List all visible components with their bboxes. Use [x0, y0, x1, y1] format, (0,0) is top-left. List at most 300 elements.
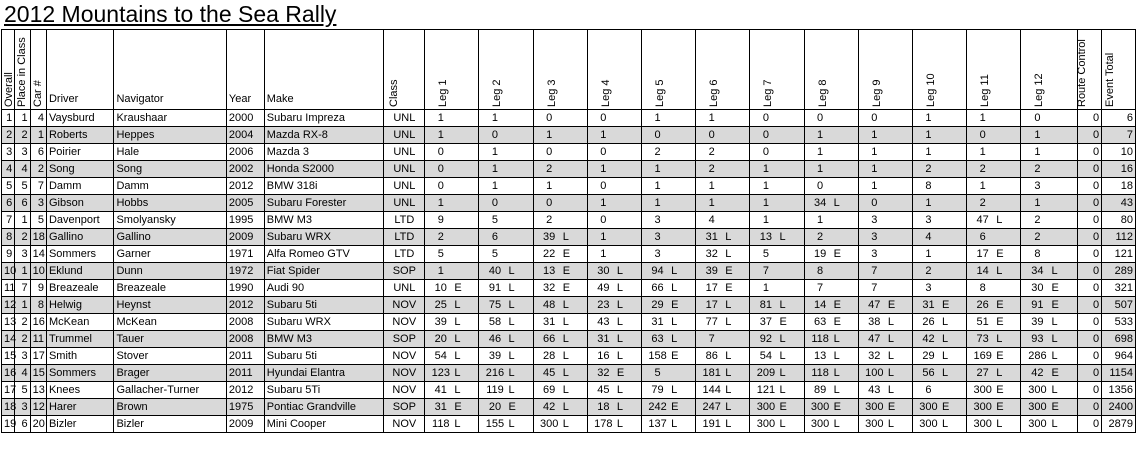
cell-make[interactable]: Mazda 3 [264, 144, 384, 161]
cell-leg-9[interactable] [858, 246, 912, 263]
cell-leg-11[interactable] [967, 348, 1021, 365]
cell-leg-6[interactable] [696, 161, 750, 178]
cell-place-in-class[interactable]: 6 [15, 195, 30, 212]
cell-event-total[interactable]: 507 [1102, 297, 1136, 314]
cell-leg-6[interactable] [696, 331, 750, 348]
cell-leg-2[interactable] [479, 195, 533, 212]
cell-route-control[interactable]: 0 [1077, 331, 1102, 348]
cell-make[interactable]: Subaru 5Ti [264, 382, 384, 399]
cell-leg-11[interactable] [967, 399, 1021, 416]
cell-driver[interactable]: Smith [46, 348, 113, 365]
cell-navigator[interactable]: Heynst [114, 297, 226, 314]
cell-overall[interactable]: 19 [2, 416, 15, 433]
cell-overall[interactable]: 13 [2, 314, 15, 331]
cell-navigator[interactable]: Dunn [114, 263, 226, 280]
cell-leg-4[interactable] [587, 416, 641, 433]
cell-leg-6[interactable] [696, 297, 750, 314]
cell-leg-7[interactable] [750, 280, 804, 297]
cell-leg-5[interactable] [642, 382, 696, 399]
cell-class[interactable]: UNL [384, 144, 425, 161]
cell-car-number[interactable]: 6 [30, 144, 46, 161]
cell-leg-9[interactable] [858, 195, 912, 212]
cell-class[interactable]: NOV [384, 416, 425, 433]
cell-route-control[interactable]: 0 [1077, 297, 1102, 314]
cell-place-in-class[interactable]: 4 [15, 365, 30, 382]
cell-car-number[interactable]: 18 [30, 229, 46, 246]
cell-driver[interactable]: Harer [46, 399, 113, 416]
cell-year[interactable]: 2012 [226, 178, 264, 195]
cell-leg-5[interactable] [642, 331, 696, 348]
cell-leg-2[interactable] [479, 348, 533, 365]
cell-leg-7[interactable] [750, 314, 804, 331]
header-car-number[interactable]: Car # [30, 30, 46, 110]
cell-leg-4[interactable] [587, 314, 641, 331]
cell-class[interactable]: SOP [384, 263, 425, 280]
cell-year[interactable]: 2008 [226, 331, 264, 348]
cell-year[interactable]: 2006 [226, 144, 264, 161]
cell-place-in-class[interactable]: 6 [15, 416, 30, 433]
cell-leg-1[interactable] [425, 263, 479, 280]
cell-leg-3[interactable] [533, 297, 587, 314]
cell-leg-10[interactable] [912, 365, 966, 382]
cell-leg-5[interactable] [642, 365, 696, 382]
cell-overall[interactable]: 16 [2, 365, 15, 382]
cell-leg-10[interactable] [912, 416, 966, 433]
cell-leg-11[interactable] [967, 178, 1021, 195]
cell-route-control[interactable]: 0 [1077, 110, 1102, 127]
cell-place-in-class[interactable]: 3 [15, 144, 30, 161]
cell-leg-9[interactable] [858, 263, 912, 280]
cell-driver[interactable]: Sommers [46, 365, 113, 382]
header-leg-5[interactable]: Leg 5 [642, 30, 696, 110]
cell-leg-7[interactable] [750, 195, 804, 212]
cell-leg-8[interactable] [804, 399, 858, 416]
cell-class[interactable]: UNL [384, 127, 425, 144]
cell-driver[interactable]: Bizler [46, 416, 113, 433]
cell-leg-12[interactable] [1021, 365, 1077, 382]
cell-driver[interactable]: Breazeale [46, 280, 113, 297]
header-leg-9[interactable]: Leg 9 [858, 30, 912, 110]
cell-car-number[interactable]: 5 [30, 212, 46, 229]
cell-driver[interactable]: Trummel [46, 331, 113, 348]
cell-leg-2[interactable] [479, 110, 533, 127]
cell-make[interactable]: Subaru 5ti [264, 348, 384, 365]
cell-leg-2[interactable] [479, 212, 533, 229]
cell-car-number[interactable]: 8 [30, 297, 46, 314]
cell-leg-3[interactable] [533, 127, 587, 144]
cell-leg-12[interactable] [1021, 280, 1077, 297]
cell-make[interactable]: Fiat Spider [264, 263, 384, 280]
cell-leg-8[interactable] [804, 416, 858, 433]
cell-driver[interactable]: Damm [46, 178, 113, 195]
cell-leg-5[interactable] [642, 297, 696, 314]
cell-leg-5[interactable] [642, 399, 696, 416]
cell-leg-2[interactable] [479, 314, 533, 331]
cell-leg-1[interactable] [425, 399, 479, 416]
cell-route-control[interactable]: 0 [1077, 399, 1102, 416]
cell-place-in-class[interactable]: 3 [15, 348, 30, 365]
cell-leg-4[interactable] [587, 195, 641, 212]
cell-overall[interactable]: 11 [2, 280, 15, 297]
cell-overall[interactable]: 18 [2, 399, 15, 416]
cell-leg-11[interactable] [967, 161, 1021, 178]
cell-year[interactable]: 2009 [226, 416, 264, 433]
cell-event-total[interactable]: 121 [1102, 246, 1136, 263]
cell-year[interactable]: 1972 [226, 263, 264, 280]
cell-leg-11[interactable] [967, 229, 1021, 246]
cell-leg-5[interactable] [642, 127, 696, 144]
cell-leg-4[interactable] [587, 331, 641, 348]
cell-leg-10[interactable] [912, 263, 966, 280]
cell-leg-6[interactable] [696, 314, 750, 331]
cell-make[interactable]: Hyundai Elantra [264, 365, 384, 382]
header-leg-2[interactable]: Leg 2 [479, 30, 533, 110]
cell-navigator[interactable]: Smolyansky [114, 212, 226, 229]
cell-driver[interactable]: Davenport [46, 212, 113, 229]
cell-leg-7[interactable] [750, 382, 804, 399]
cell-place-in-class[interactable]: 1 [15, 297, 30, 314]
cell-leg-9[interactable] [858, 212, 912, 229]
cell-leg-5[interactable] [642, 246, 696, 263]
cell-overall[interactable]: 3 [2, 144, 15, 161]
cell-route-control[interactable]: 0 [1077, 382, 1102, 399]
cell-leg-5[interactable] [642, 348, 696, 365]
cell-overall[interactable]: 7 [2, 212, 15, 229]
cell-leg-3[interactable] [533, 144, 587, 161]
cell-leg-11[interactable] [967, 297, 1021, 314]
cell-leg-7[interactable] [750, 399, 804, 416]
cell-make[interactable]: Audi 90 [264, 280, 384, 297]
cell-car-number[interactable]: 15 [30, 365, 46, 382]
cell-leg-10[interactable] [912, 280, 966, 297]
cell-leg-9[interactable] [858, 110, 912, 127]
cell-navigator[interactable]: Garner [114, 246, 226, 263]
cell-leg-8[interactable] [804, 263, 858, 280]
cell-leg-7[interactable] [750, 161, 804, 178]
cell-leg-12[interactable] [1021, 263, 1077, 280]
cell-leg-10[interactable] [912, 399, 966, 416]
cell-leg-12[interactable] [1021, 331, 1077, 348]
cell-leg-6[interactable] [696, 246, 750, 263]
cell-event-total[interactable]: 112 [1102, 229, 1136, 246]
cell-leg-8[interactable] [804, 348, 858, 365]
cell-leg-5[interactable] [642, 212, 696, 229]
cell-leg-5[interactable] [642, 314, 696, 331]
cell-leg-1[interactable] [425, 314, 479, 331]
cell-class[interactable]: LTD [384, 229, 425, 246]
cell-leg-8[interactable] [804, 365, 858, 382]
cell-leg-5[interactable] [642, 280, 696, 297]
cell-place-in-class[interactable]: 5 [15, 382, 30, 399]
cell-year[interactable]: 1975 [226, 399, 264, 416]
cell-leg-6[interactable] [696, 382, 750, 399]
cell-leg-12[interactable] [1021, 246, 1077, 263]
cell-make[interactable]: Mini Cooper [264, 416, 384, 433]
cell-leg-9[interactable] [858, 348, 912, 365]
cell-leg-8[interactable] [804, 110, 858, 127]
cell-navigator[interactable]: Gallino [114, 229, 226, 246]
cell-leg-1[interactable] [425, 127, 479, 144]
cell-leg-8[interactable] [804, 314, 858, 331]
cell-leg-9[interactable] [858, 416, 912, 433]
cell-place-in-class[interactable]: 4 [15, 161, 30, 178]
cell-leg-3[interactable] [533, 416, 587, 433]
cell-leg-1[interactable] [425, 246, 479, 263]
cell-make[interactable]: Pontiac Grandville [264, 399, 384, 416]
cell-leg-8[interactable] [804, 297, 858, 314]
cell-leg-7[interactable] [750, 246, 804, 263]
cell-leg-7[interactable] [750, 297, 804, 314]
cell-leg-12[interactable] [1021, 416, 1077, 433]
cell-year[interactable]: 2000 [226, 110, 264, 127]
cell-year[interactable]: 2002 [226, 161, 264, 178]
cell-class[interactable]: UNL [384, 195, 425, 212]
header-navigator[interactable]: Navigator [114, 30, 226, 110]
cell-leg-2[interactable] [479, 127, 533, 144]
cell-leg-5[interactable] [642, 263, 696, 280]
cell-leg-12[interactable] [1021, 348, 1077, 365]
header-leg-1[interactable]: Leg 1 [425, 30, 479, 110]
cell-leg-4[interactable] [587, 348, 641, 365]
cell-car-number[interactable]: 3 [30, 195, 46, 212]
cell-leg-8[interactable] [804, 382, 858, 399]
cell-navigator[interactable]: Stover [114, 348, 226, 365]
cell-car-number[interactable]: 1 [30, 127, 46, 144]
cell-overall[interactable]: 6 [2, 195, 15, 212]
cell-overall[interactable]: 10 [2, 263, 15, 280]
cell-make[interactable]: Subaru WRX [264, 229, 384, 246]
header-place-in-class[interactable]: Place in Class [15, 30, 30, 110]
cell-leg-12[interactable] [1021, 195, 1077, 212]
cell-overall[interactable]: 5 [2, 178, 15, 195]
cell-leg-11[interactable] [967, 110, 1021, 127]
cell-leg-12[interactable] [1021, 314, 1077, 331]
cell-class[interactable]: LTD [384, 246, 425, 263]
cell-leg-10[interactable] [912, 297, 966, 314]
cell-leg-9[interactable] [858, 127, 912, 144]
cell-navigator[interactable]: Bizler [114, 416, 226, 433]
cell-class[interactable]: LTD [384, 212, 425, 229]
cell-leg-7[interactable] [750, 212, 804, 229]
cell-leg-2[interactable] [479, 263, 533, 280]
cell-place-in-class[interactable]: 7 [15, 280, 30, 297]
cell-leg-6[interactable] [696, 144, 750, 161]
cell-leg-12[interactable] [1021, 229, 1077, 246]
cell-leg-9[interactable] [858, 382, 912, 399]
cell-leg-7[interactable] [750, 110, 804, 127]
cell-leg-3[interactable] [533, 110, 587, 127]
cell-leg-10[interactable] [912, 348, 966, 365]
cell-place-in-class[interactable]: 1 [15, 212, 30, 229]
cell-navigator[interactable]: Hale [114, 144, 226, 161]
cell-leg-10[interactable] [912, 314, 966, 331]
cell-leg-3[interactable] [533, 399, 587, 416]
cell-overall[interactable]: 2 [2, 127, 15, 144]
cell-route-control[interactable]: 0 [1077, 161, 1102, 178]
cell-leg-4[interactable] [587, 127, 641, 144]
cell-event-total[interactable]: 18 [1102, 178, 1136, 195]
cell-leg-10[interactable] [912, 127, 966, 144]
cell-navigator[interactable]: Damm [114, 178, 226, 195]
cell-car-number[interactable]: 10 [30, 263, 46, 280]
cell-driver[interactable]: Gibson [46, 195, 113, 212]
header-make[interactable]: Make [264, 30, 384, 110]
cell-leg-1[interactable] [425, 195, 479, 212]
cell-leg-7[interactable] [750, 127, 804, 144]
cell-leg-5[interactable] [642, 229, 696, 246]
cell-route-control[interactable]: 0 [1077, 229, 1102, 246]
cell-car-number[interactable]: 4 [30, 110, 46, 127]
cell-leg-8[interactable] [804, 246, 858, 263]
cell-class[interactable]: SOP [384, 399, 425, 416]
cell-leg-9[interactable] [858, 331, 912, 348]
cell-year[interactable]: 2012 [226, 382, 264, 399]
cell-leg-3[interactable] [533, 348, 587, 365]
cell-leg-12[interactable] [1021, 144, 1077, 161]
cell-leg-2[interactable] [479, 416, 533, 433]
cell-leg-8[interactable] [804, 195, 858, 212]
cell-route-control[interactable]: 0 [1077, 348, 1102, 365]
cell-leg-3[interactable] [533, 212, 587, 229]
cell-leg-8[interactable] [804, 127, 858, 144]
cell-leg-3[interactable] [533, 161, 587, 178]
header-leg-4[interactable]: Leg 4 [587, 30, 641, 110]
cell-leg-5[interactable] [642, 110, 696, 127]
cell-leg-6[interactable] [696, 195, 750, 212]
cell-leg-7[interactable] [750, 263, 804, 280]
cell-leg-11[interactable] [967, 263, 1021, 280]
cell-leg-2[interactable] [479, 365, 533, 382]
cell-leg-8[interactable] [804, 144, 858, 161]
cell-leg-6[interactable] [696, 280, 750, 297]
header-overall[interactable]: Overall [2, 30, 15, 110]
cell-leg-3[interactable] [533, 195, 587, 212]
cell-leg-10[interactable] [912, 195, 966, 212]
cell-leg-11[interactable] [967, 280, 1021, 297]
cell-car-number[interactable]: 7 [30, 178, 46, 195]
cell-route-control[interactable]: 0 [1077, 314, 1102, 331]
cell-leg-10[interactable] [912, 110, 966, 127]
cell-navigator[interactable]: Breazeale [114, 280, 226, 297]
cell-make[interactable]: BMW 318i [264, 178, 384, 195]
cell-place-in-class[interactable]: 3 [15, 246, 30, 263]
cell-car-number[interactable]: 9 [30, 280, 46, 297]
cell-leg-11[interactable] [967, 212, 1021, 229]
cell-event-total[interactable]: 43 [1102, 195, 1136, 212]
cell-leg-9[interactable] [858, 161, 912, 178]
cell-leg-11[interactable] [967, 331, 1021, 348]
cell-year[interactable]: 2008 [226, 314, 264, 331]
cell-leg-9[interactable] [858, 144, 912, 161]
cell-leg-6[interactable] [696, 365, 750, 382]
cell-make[interactable]: Mazda RX-8 [264, 127, 384, 144]
cell-leg-12[interactable] [1021, 161, 1077, 178]
cell-leg-1[interactable] [425, 212, 479, 229]
cell-overall[interactable]: 8 [2, 229, 15, 246]
cell-event-total[interactable]: 321 [1102, 280, 1136, 297]
cell-event-total[interactable]: 16 [1102, 161, 1136, 178]
header-leg-8[interactable]: Leg 8 [804, 30, 858, 110]
cell-leg-5[interactable] [642, 195, 696, 212]
cell-overall[interactable]: 14 [2, 331, 15, 348]
cell-leg-2[interactable] [479, 280, 533, 297]
cell-route-control[interactable]: 0 [1077, 178, 1102, 195]
header-route-control[interactable]: Route Control [1077, 30, 1102, 110]
cell-car-number[interactable]: 2 [30, 161, 46, 178]
cell-year[interactable]: 2009 [226, 229, 264, 246]
cell-driver[interactable]: Poirier [46, 144, 113, 161]
cell-event-total[interactable]: 6 [1102, 110, 1136, 127]
cell-navigator[interactable]: Hobbs [114, 195, 226, 212]
cell-car-number[interactable]: 13 [30, 382, 46, 399]
cell-leg-4[interactable] [587, 212, 641, 229]
cell-year[interactable]: 1995 [226, 212, 264, 229]
cell-leg-2[interactable] [479, 331, 533, 348]
cell-leg-9[interactable] [858, 178, 912, 195]
cell-leg-1[interactable] [425, 229, 479, 246]
cell-leg-5[interactable] [642, 161, 696, 178]
cell-driver[interactable]: Eklund [46, 263, 113, 280]
cell-leg-4[interactable] [587, 297, 641, 314]
cell-route-control[interactable]: 0 [1077, 144, 1102, 161]
cell-leg-4[interactable] [587, 263, 641, 280]
cell-leg-2[interactable] [479, 178, 533, 195]
cell-leg-11[interactable] [967, 195, 1021, 212]
cell-overall[interactable]: 17 [2, 382, 15, 399]
cell-leg-9[interactable] [858, 297, 912, 314]
cell-navigator[interactable]: Brown [114, 399, 226, 416]
cell-class[interactable]: UNL [384, 161, 425, 178]
cell-leg-4[interactable] [587, 382, 641, 399]
cell-year[interactable]: 2011 [226, 365, 264, 382]
cell-leg-4[interactable] [587, 365, 641, 382]
cell-year[interactable]: 2004 [226, 127, 264, 144]
cell-car-number[interactable]: 11 [30, 331, 46, 348]
header-event-total[interactable]: Event Total [1102, 30, 1136, 110]
cell-leg-10[interactable] [912, 382, 966, 399]
cell-event-total[interactable]: 964 [1102, 348, 1136, 365]
cell-event-total[interactable]: 1356 [1102, 382, 1136, 399]
cell-navigator[interactable]: McKean [114, 314, 226, 331]
cell-route-control[interactable]: 0 [1077, 212, 1102, 229]
cell-class[interactable]: UNL [384, 178, 425, 195]
cell-leg-3[interactable] [533, 246, 587, 263]
cell-leg-10[interactable] [912, 229, 966, 246]
cell-place-in-class[interactable]: 2 [15, 229, 30, 246]
cell-leg-8[interactable] [804, 331, 858, 348]
cell-navigator[interactable]: Song [114, 161, 226, 178]
cell-event-total[interactable]: 7 [1102, 127, 1136, 144]
cell-leg-11[interactable] [967, 314, 1021, 331]
cell-car-number[interactable]: 20 [30, 416, 46, 433]
cell-make[interactable]: BMW M3 [264, 331, 384, 348]
cell-navigator[interactable]: Gallacher-Turner [114, 382, 226, 399]
cell-year[interactable]: 1971 [226, 246, 264, 263]
cell-leg-4[interactable] [587, 280, 641, 297]
cell-leg-12[interactable] [1021, 382, 1077, 399]
cell-route-control[interactable]: 0 [1077, 263, 1102, 280]
cell-leg-11[interactable] [967, 382, 1021, 399]
cell-place-in-class[interactable]: 2 [15, 314, 30, 331]
cell-leg-9[interactable] [858, 365, 912, 382]
cell-car-number[interactable]: 17 [30, 348, 46, 365]
cell-leg-8[interactable] [804, 229, 858, 246]
cell-event-total[interactable]: 10 [1102, 144, 1136, 161]
cell-leg-8[interactable] [804, 280, 858, 297]
header-leg-7[interactable]: Leg 7 [750, 30, 804, 110]
cell-leg-6[interactable] [696, 229, 750, 246]
cell-place-in-class[interactable]: 3 [15, 399, 30, 416]
